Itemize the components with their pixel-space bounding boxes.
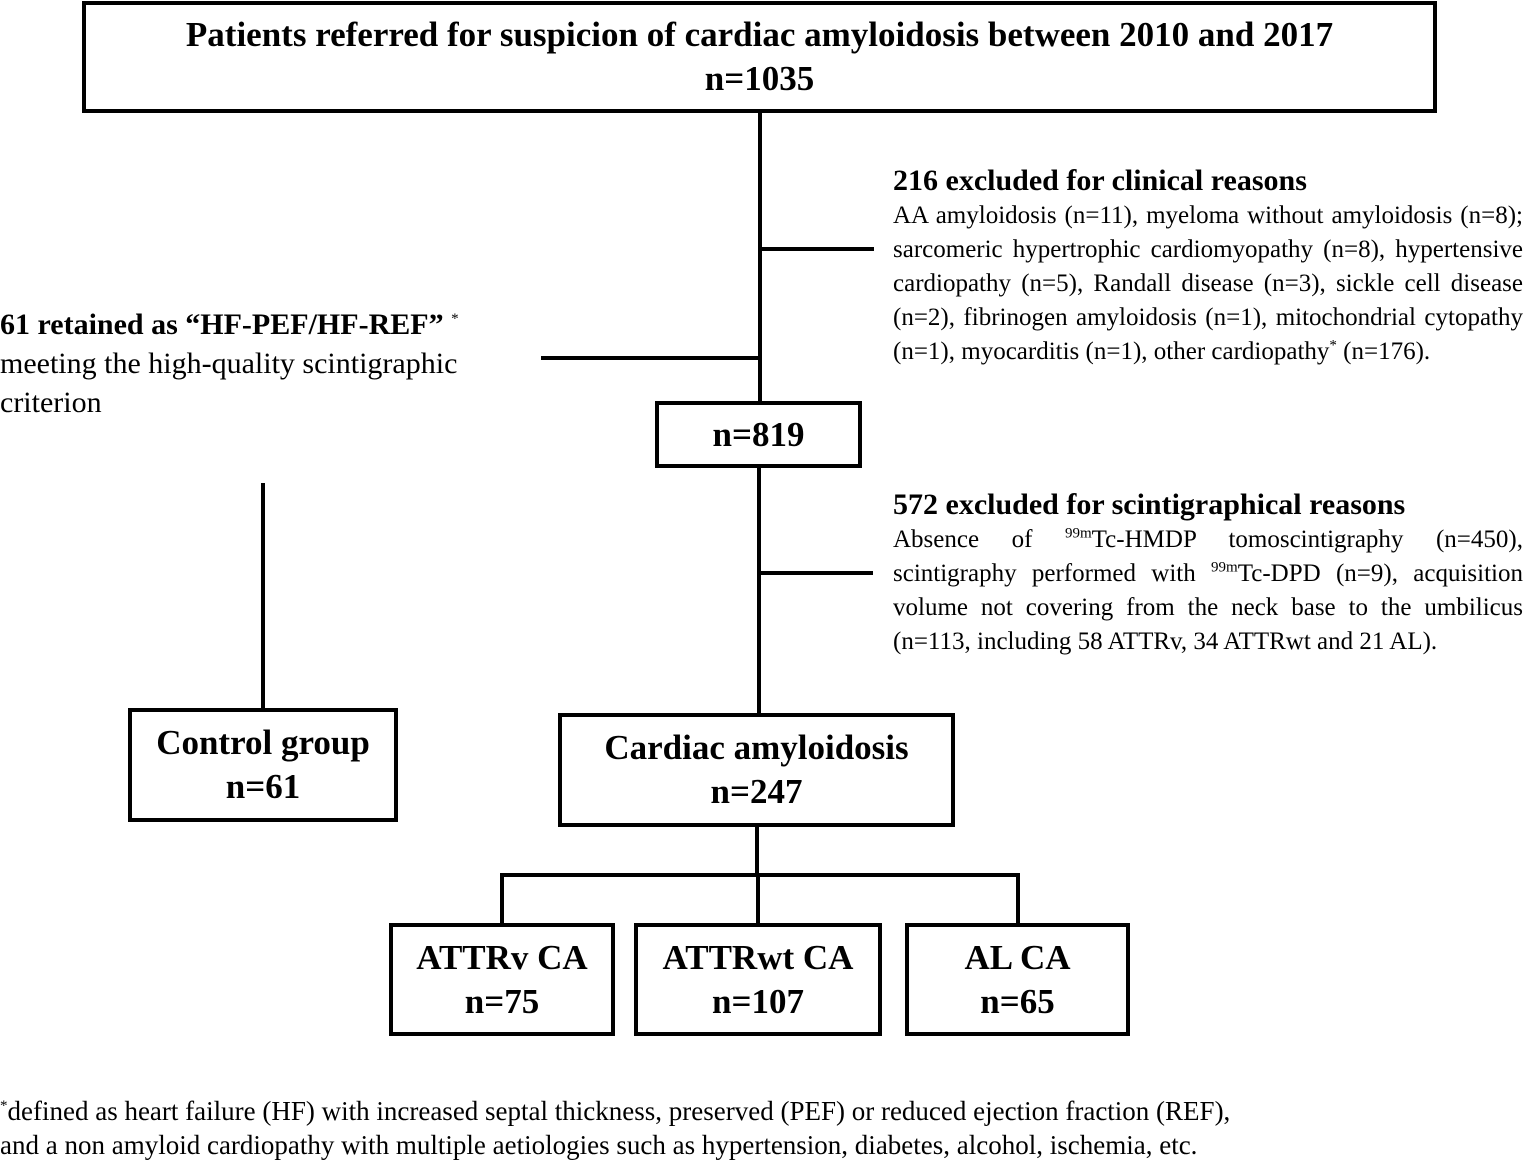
connector-control [261,483,265,711]
footnote-line-2: and a non amyloid cardiopathy with multiple aetiologies such as hypertension, diabetes, alcohol, ischemia, etc. [0,1130,1198,1160]
box-al-title: AL CA [964,937,1071,977]
box-attrv-count: n=75 [464,981,540,1021]
note-clinical-body: AA amyloidosis (n=11), myeloma without amyloidosis (n=8); sarcomeric hypertrophic cardiomyopathy (n=8), hypertensive cardiopathy (n=5), Randall disease (n=3), sickle cell disease (n=2), fibrinogen amyloidosis (n=1), mitochondrial cytopathy (n=1), myocarditis (n=1), other cardiopathy* (n=176). [893,202,1523,365]
connector-retained [541,356,760,360]
footnote-line-1: defined as heart failure (HF) with increased septal thickness, preserved (PEF) or reduced ejection fraction (REF), [7,1096,1231,1126]
connector-clinical-exclusion [760,247,874,251]
footnote-sup: * [0,1098,8,1114]
box-cardiac-amyloidosis [558,713,955,827]
note-scinti-body: Absence of $^{99m}$Tc-HMDP tomoscintigraphy (n=450), scintigraphy performed with $^{99m}$Tc-DPD (n=9), acquisition volume not covering from the neck base to the umbilicus (n=113, including 58 ATTRv, 34 ATTRwt and 21 AL). [893,525,1523,655]
box-819-count: n=819 [712,414,805,454]
box-al-count: n=65 [980,981,1055,1021]
note-clinical-exclusion [893,163,1523,369]
box-referred-title: Patients referred for suspicion of cardiac amyloidosis between 2010 and 2017 [185,15,1334,55]
note-scinti-exclusion [893,487,1523,659]
connector-scinti-exclusion [759,571,873,575]
box-attrv-ca [389,923,615,1036]
box-control-group [128,708,398,822]
connector-ca-down [755,825,759,876]
connector-al [1016,873,1020,926]
connector-819-to-ca [757,466,761,716]
footnote [0,1094,1523,1162]
box-attrwt-count: n=107 [712,981,804,1021]
box-attrv-title: ATTRv CA [416,937,588,977]
note-scinti-heading: 572 excluded for scintigraphical reasons [893,488,1406,521]
box-al-ca [905,923,1130,1036]
note-clinical-heading: 216 excluded for clinical reasons [893,164,1307,197]
note-retained-heading: 61 retained as “HF-PEF/HF-REF” [0,308,444,341]
box-ca-count: n=247 [710,772,803,811]
connector-attrwt [756,873,760,926]
box-referred-patients [82,1,1437,113]
note-retained-text: meeting the high-quality scintigraphic criterion [0,347,458,419]
note-retained-sup: * [451,311,459,327]
box-referred-count: n=1035 [704,59,815,98]
box-attrwt-ca [634,923,882,1036]
box-control-count: n=61 [225,767,301,806]
connector-branch [500,873,1020,877]
box-ca-title: Cardiac amyloidosis [604,728,909,768]
box-819 [655,401,862,468]
box-control-title: Control group [156,723,370,763]
box-attrwt-title: ATTRwt CA [662,937,854,977]
note-retained [0,305,520,422]
connector-attrv [500,873,504,926]
